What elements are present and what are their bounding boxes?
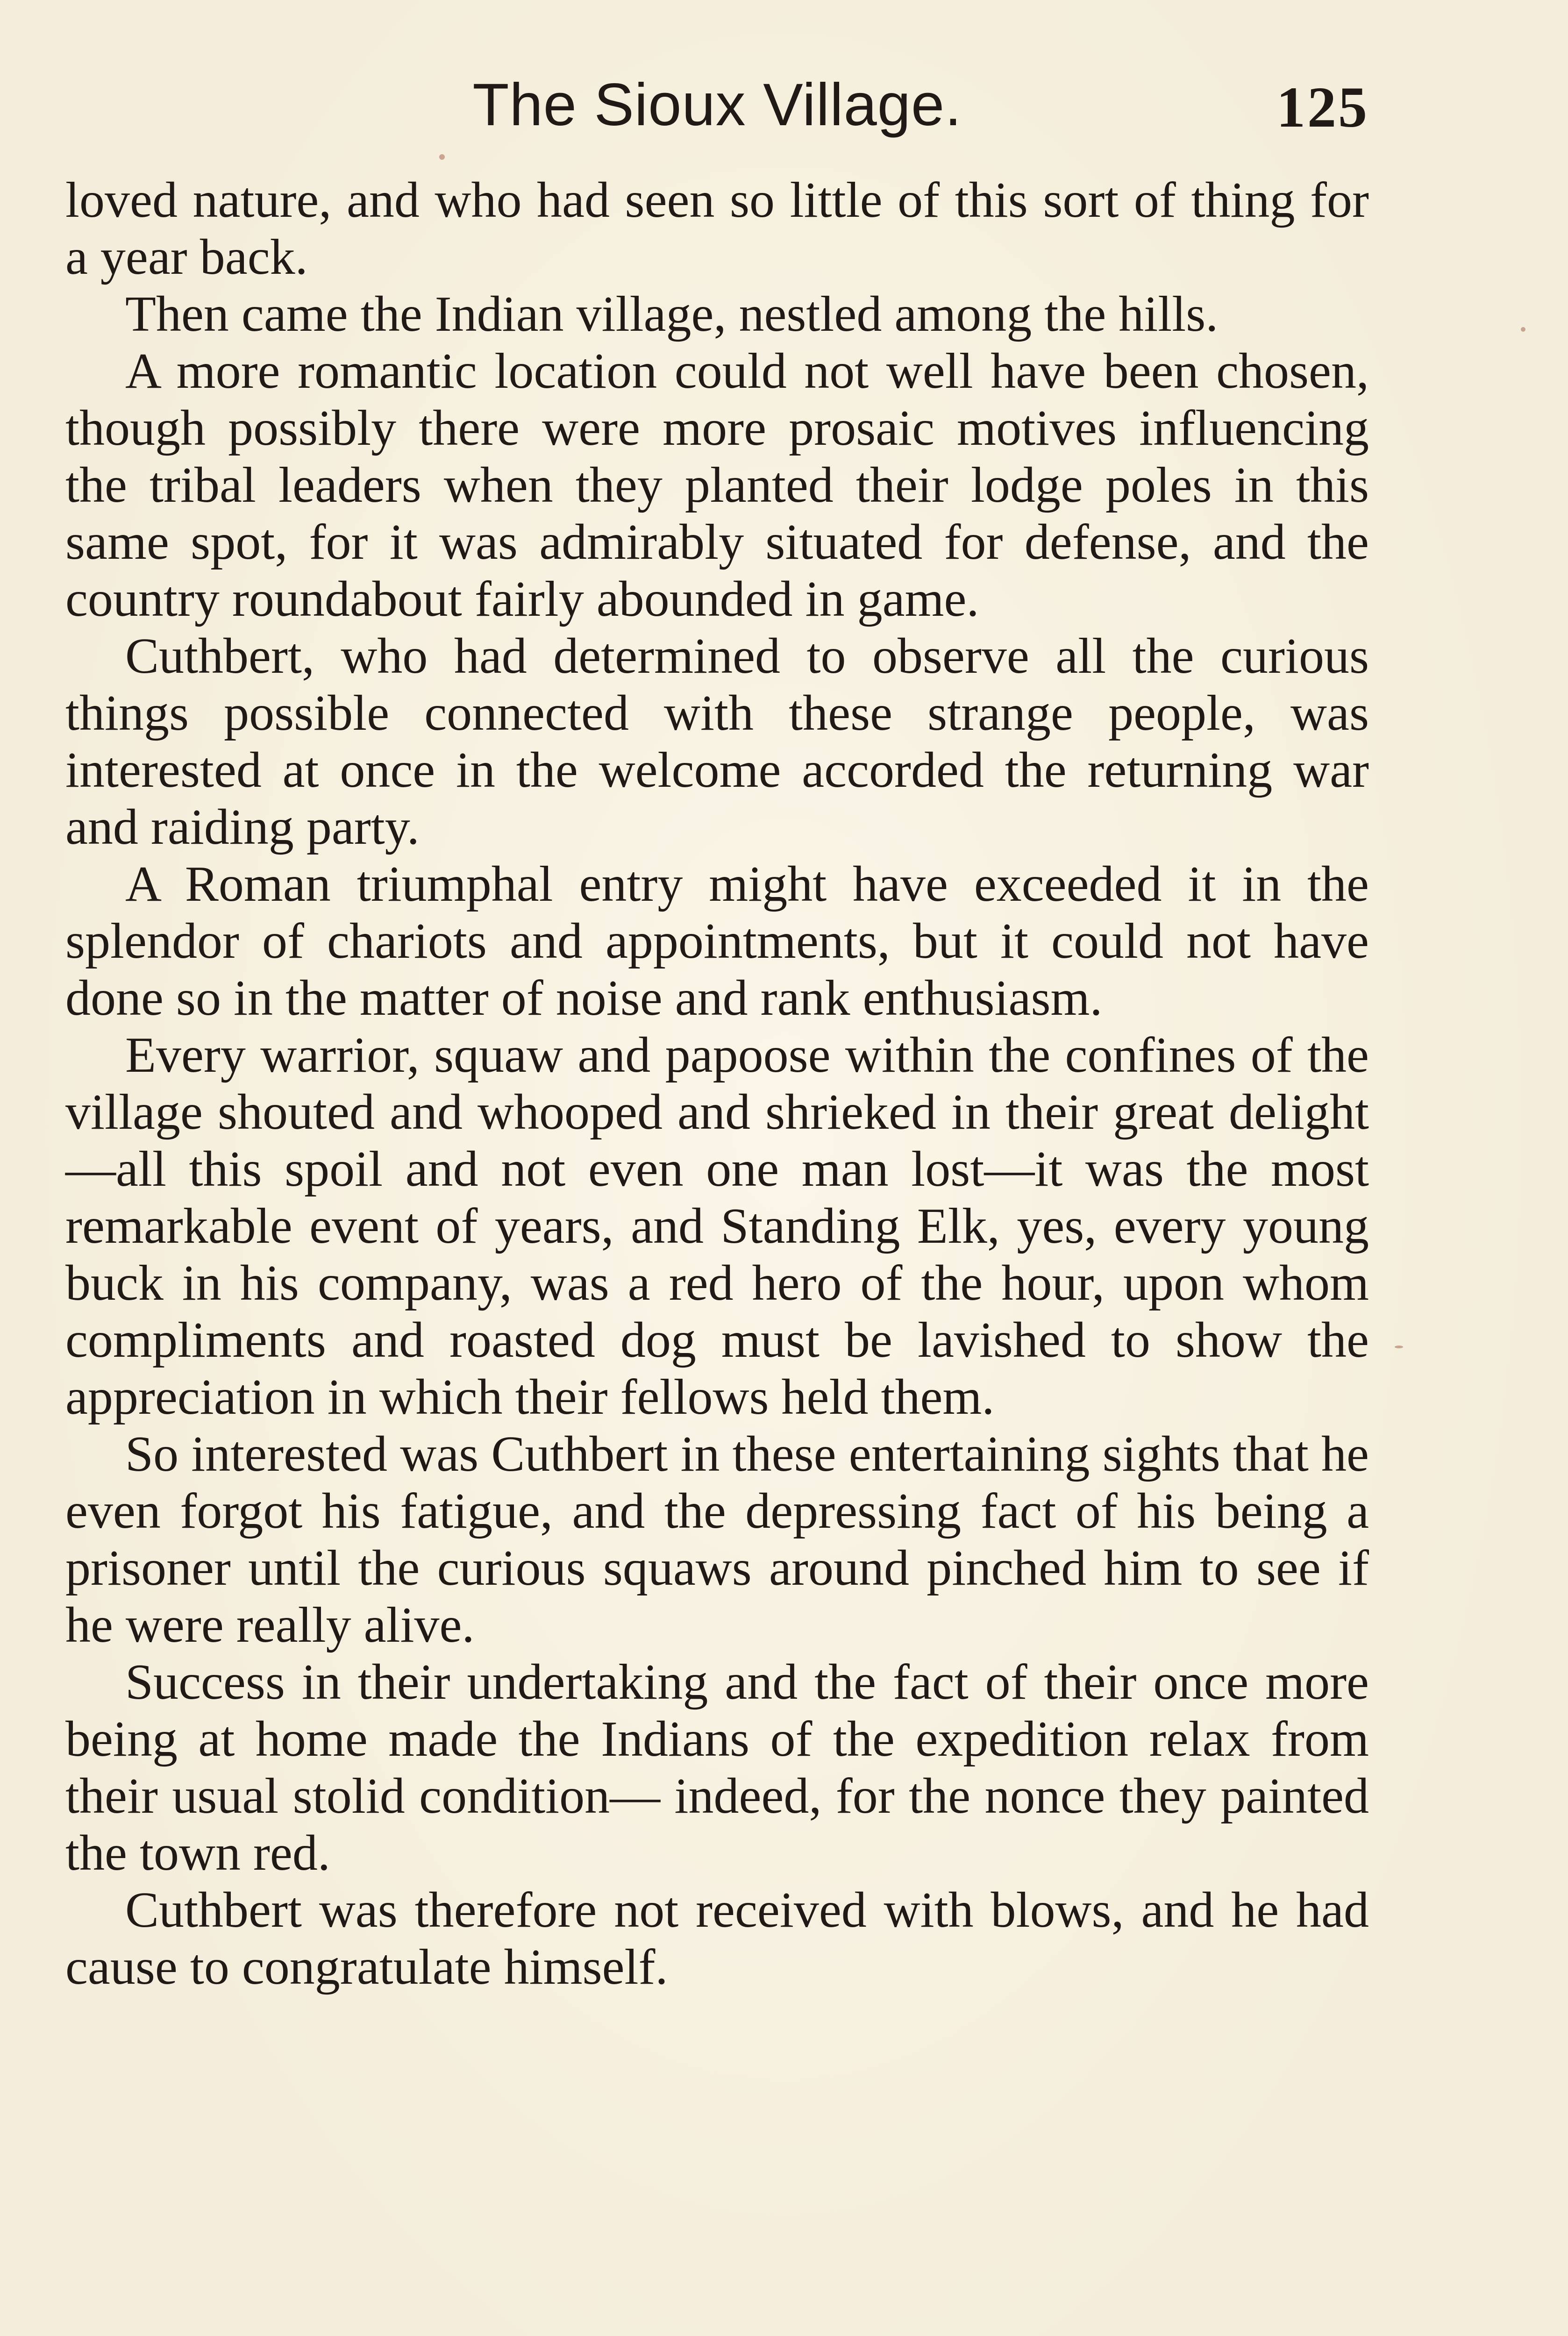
paragraph: Cuthbert was therefore not received with blows, and he had cause to congratulate himself. (65, 1882, 1369, 1995)
paragraph: A more romantic location could not well have been chosen, though possibly there were more prosaic motives influencing the tribal leaders when they planted their lodge poles in this same spot, for it was admirably situated for defense, and the country roundabout fairly abounded in game. (65, 343, 1369, 627)
paragraph: Then came the Indian village, nestled among the hills. (125, 286, 1219, 342)
paragraph-continued: loved nature, and who had seen so little of this sort of thing for a year back. (65, 172, 1369, 285)
running-title: The Sioux Village. (472, 71, 962, 138)
paper-speck (1395, 1346, 1403, 1348)
paper-speck (439, 154, 445, 160)
body-text (65, 172, 1369, 1996)
paragraph: Cuthbert, who had determined to observe all the curious things possible connected with these strange people, was interested at once in the welcome accorded the returning war and raiding party. (65, 628, 1369, 855)
page-header (65, 61, 1369, 150)
paragraph: Every warrior, squaw and papoose within the confines of the village shouted and whooped and shrieked in their great delight—all this spoil and not even one man lost—it was the most remarkable event of years, and Standing Elk, yes, every young buck in his company, was a red hero of the hour, upon whom compliments and roasted dog must be lavished to show the appreciation in which their fellows held them. (65, 1027, 1369, 1425)
paper-speck (1521, 327, 1525, 332)
page-number: 125 (1276, 75, 1369, 139)
paragraph: So interested was Cuthbert in these entertaining sights that he even forgot his fatigue, and the depressing fact of his being a prisoner until the curious squaws around pinched him to see if he were really alive. (65, 1426, 1369, 1653)
paragraph: Success in their undertaking and the fact of their once more being at home made the Indians of the expedition relax from their usual stolid condition— indeed, for the nonce they painted the town red. (65, 1654, 1369, 1881)
paragraph: A Roman triumphal entry might have exceeded it in the splendor of chariots and appointments, but it could not have done so in the matter of noise and rank enthusiasm. (65, 856, 1369, 1026)
